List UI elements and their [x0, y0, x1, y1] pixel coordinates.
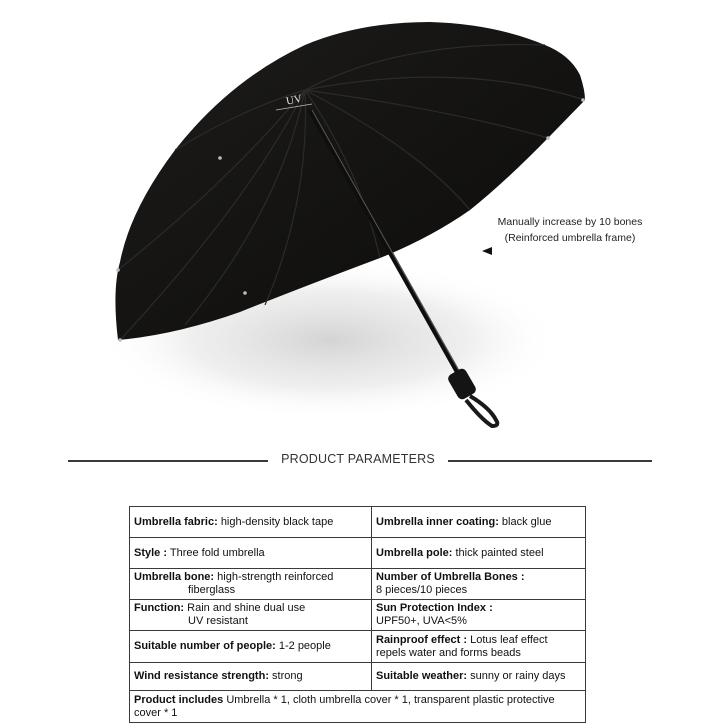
- param-value: Rain and shine dual use: [187, 602, 306, 614]
- table-row: [130, 538, 586, 569]
- param-label: Umbrella inner coating:: [376, 515, 499, 528]
- table-row: [130, 691, 586, 723]
- param-value: high-density black tape: [220, 515, 334, 528]
- param-wind-resistance: [130, 663, 372, 691]
- param-rainproof-effect: [372, 631, 586, 663]
- section-title: PRODUCT PARAMETERS: [281, 452, 435, 466]
- table-row: [130, 663, 586, 691]
- param-label: Suitable number of people:: [134, 640, 276, 652]
- param-label: Umbrella bone:: [134, 571, 215, 583]
- param-suitable-people: [130, 631, 372, 663]
- section-divider-left: [68, 460, 268, 462]
- product-parameters-table: [129, 506, 586, 723]
- param-value: 1-2 people: [278, 640, 331, 652]
- param-label: Number of Umbrella Bones :: [376, 571, 525, 583]
- param-value: 8 pieces/10 pieces: [376, 584, 468, 596]
- table-row: [130, 600, 586, 631]
- param-label: Function:: [134, 602, 185, 614]
- param-label: Style :: [134, 546, 168, 559]
- param-value: high-strength reinforced: [217, 571, 334, 583]
- param-value: Three fold umbrella: [169, 546, 265, 559]
- table-row: [130, 631, 586, 663]
- table-row: [130, 507, 586, 538]
- param-value-continued: UV resistant: [188, 615, 248, 627]
- param-value: UPF50+, UVA<5%: [376, 615, 467, 627]
- param-value: Lotus leaf effect: [470, 633, 548, 646]
- table-row: [130, 569, 586, 600]
- param-value-continued: fiberglass: [188, 584, 236, 596]
- param-label: Sun Protection Index :: [376, 602, 493, 614]
- param-label: Umbrella fabric:: [134, 515, 218, 528]
- callout-arrow-icon: [482, 247, 492, 255]
- callout-line-2: (Reinforced umbrella frame): [504, 232, 636, 244]
- param-suitable-weather: [372, 663, 586, 691]
- param-label: Rainproof effect :: [376, 633, 468, 646]
- param-label: Product includes: [134, 693, 224, 706]
- param-umbrella-pole: [372, 538, 586, 569]
- param-value: Umbrella * 1, cloth umbrella cover * 1, transparent plastic protective cover * 1: [134, 693, 555, 719]
- param-value: black glue: [501, 515, 552, 528]
- param-product-includes: [130, 691, 586, 723]
- param-value: sunny or rainy days: [470, 670, 566, 682]
- param-label: Wind resistance strength:: [134, 670, 269, 682]
- param-style: [130, 538, 372, 569]
- canopy-uv-print: UV: [285, 92, 304, 108]
- param-umbrella-fabric: [130, 507, 372, 538]
- callout-line-1: Manually increase by 10 bones: [497, 216, 643, 228]
- param-label: Umbrella pole:: [376, 546, 453, 559]
- param-value: strong: [272, 670, 303, 682]
- param-value: thick painted steel: [455, 546, 544, 559]
- param-function: [130, 600, 372, 631]
- param-inner-coating: [372, 507, 586, 538]
- param-value-continued: repels water and forms beads: [376, 646, 521, 659]
- param-number-of-bones: [372, 569, 586, 600]
- frame-callout: [480, 214, 660, 246]
- param-umbrella-bone: [130, 569, 372, 600]
- param-sun-protection: [372, 600, 586, 631]
- section-divider-right: [448, 460, 652, 462]
- param-label: Suitable weather:: [376, 670, 468, 682]
